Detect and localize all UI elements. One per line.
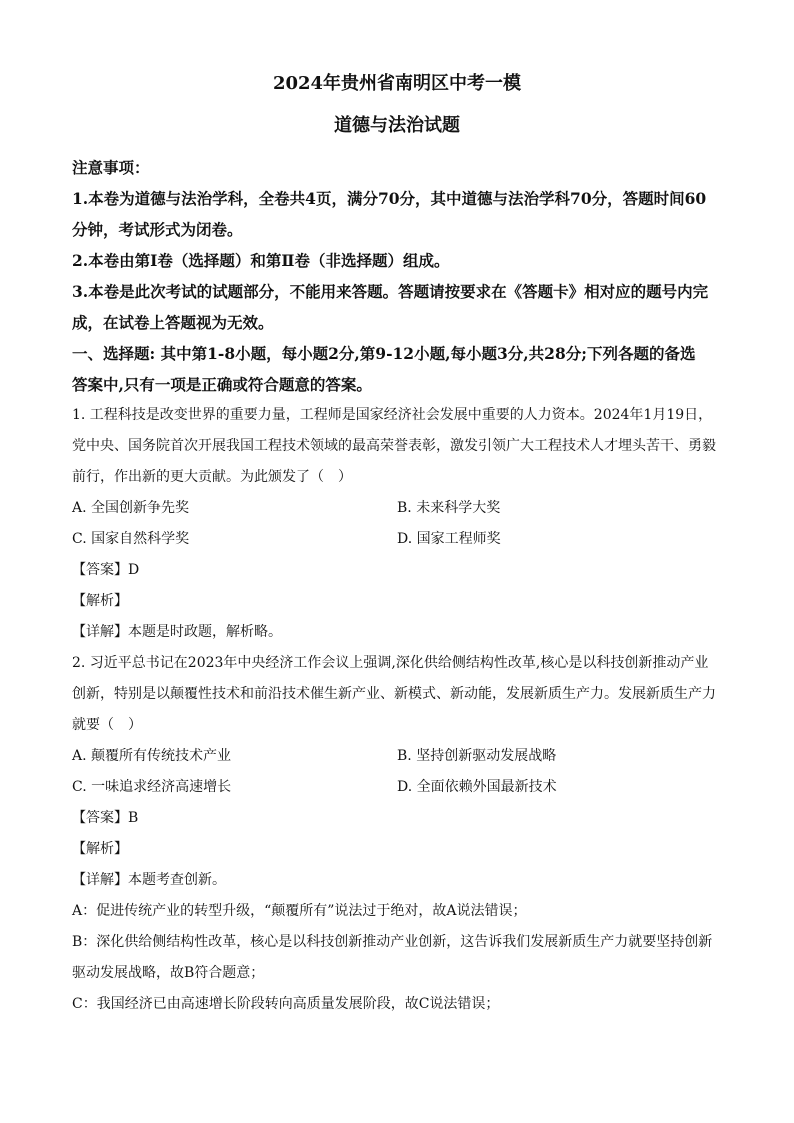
- notice-section: [72, 152, 722, 338]
- section-1-line-1: 一、选择题: 其中第1-8小题，每小题2分,第9-12小题,每小题3分,共28分;下列各题的备选: [72, 344, 696, 363]
- question-2-explain-b-line-2: 驱动发展战略，故B符合题意；: [72, 965, 265, 981]
- question-2-explain-b-line-1: B：深化供给侧结构性改革，核心是以科技创新推动产业创新，这告诉我们发展新质生产力就要坚持创新: [72, 934, 713, 950]
- notice-item-3-line-2: 成，在试卷上答题视为无效。: [72, 313, 274, 332]
- question-2-explain-a: A：促进传统产业的转型升级，“颠覆所有”说法过于绝对，故A说法错误；: [72, 903, 527, 919]
- question-2-answer: 【答案】B: [72, 810, 139, 826]
- question-2-stem-line-3: 就要（ ）: [72, 717, 142, 733]
- question-1-analysis: 【解析】: [72, 593, 128, 609]
- notice-heading: 注意事项：: [72, 158, 150, 177]
- question-1-option-a: A. 全国创新争先奖: [72, 500, 190, 516]
- question-1-answer: 【答案】D: [72, 562, 140, 578]
- question-1-detail: 【详解】本题是时政题，解析略。: [72, 624, 282, 640]
- question-2-stem-line-1: 2. 习近平总书记在2023年中央经济工作会议上强调,深化供给侧结构性改革,核心是以科技创新推动产业: [72, 655, 709, 671]
- question-1: [72, 400, 722, 648]
- question-2-option-d: D. 全面依赖外国最新技术: [397, 779, 557, 795]
- notice-item-1-line-1: 1.本卷为道德与法治学科，全卷共4页，满分70分，其中道德与法治学科70分，答题时间60: [72, 189, 707, 208]
- question-2-explain-c: C：我国经济已由高速增长阶段转向高质量发展阶段，故C说法错误；: [72, 996, 500, 1012]
- notice-item-2: 2.本卷由第Ⅰ卷（选择题）和第Ⅱ卷（非选择题）组成。: [72, 251, 450, 270]
- section-1-line-2: 答案中,只有一项是正确或符合题意的答案。: [72, 375, 372, 394]
- question-1-stem-line-2: 党中央、国务院首次开展我国工程技术领域的最高荣誉表彰，激发引领广大工程技术人才埋头苦干、勇毅: [72, 438, 716, 454]
- question-2-analysis: 【解析】: [72, 841, 128, 857]
- question-1-stem-line-1: 1. 工程科技是改变世界的重要力量，工程师是国家经济社会发展中重要的人力资本。2024年1月19日，: [72, 407, 713, 423]
- question-2-option-a: A. 颠覆所有传统技术产业: [72, 748, 232, 764]
- question-1-option-b: B. 未来科学大奖: [397, 500, 501, 516]
- question-2-option-c: C. 一味追求经济高速增长: [72, 779, 232, 795]
- question-2-option-b: B. 坚持创新驱动发展战略: [397, 748, 557, 764]
- question-2: [72, 648, 722, 1020]
- exam-title: 2024年贵州省南明区中考一模: [272, 73, 522, 94]
- question-1-option-c: C. 国家自然科学奖: [72, 531, 190, 547]
- section-1-heading: [72, 338, 722, 400]
- notice-item-1-line-2: 分钟，考试形式为闭卷。: [72, 220, 243, 239]
- exam-subject-title: 道德与法治试题: [334, 115, 460, 136]
- question-2-options: [72, 741, 722, 803]
- notice-item-3-line-1: 3.本卷是此次考试的试题部分，不能用来答题。答题请按要求在《答题卡》相对应的题号内完: [72, 282, 709, 301]
- question-2-stem-line-2: 创新，特别是以颠覆性技术和前沿技术催生新产业、新模式、新动能，发展新质生产力。发展新质生产力: [72, 686, 716, 702]
- question-2-detail: 【详解】本题考查创新。: [72, 872, 226, 888]
- question-1-stem-line-3: 前行，作出新的更大贡献。为此颁发了（ ）: [72, 469, 352, 485]
- question-1-options: [72, 493, 722, 555]
- question-1-option-d: D. 国家工程师奖: [397, 531, 501, 547]
